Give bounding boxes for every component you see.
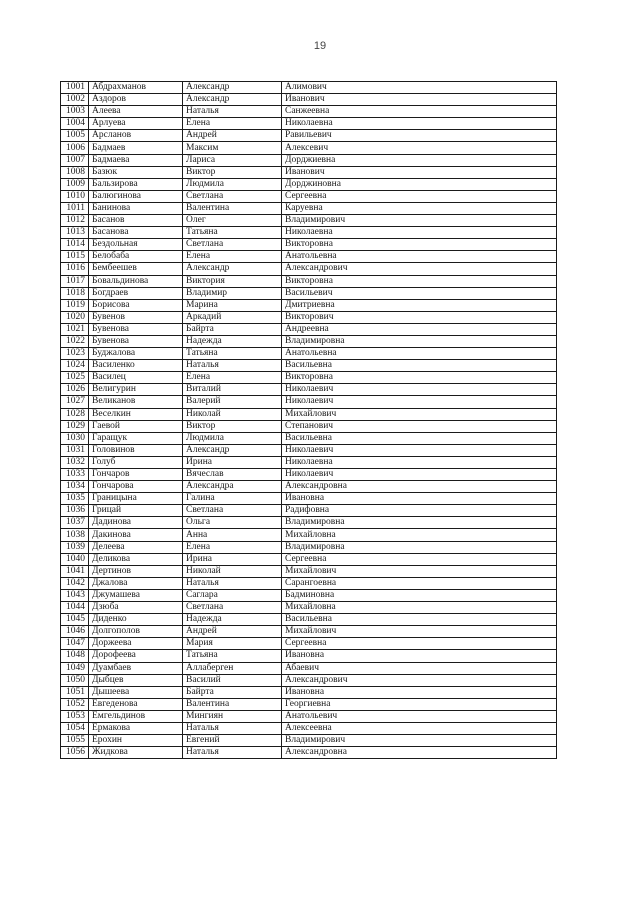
patronymic-cell: Викторович	[282, 311, 557, 323]
row-number: 1035	[61, 493, 89, 505]
table-row	[61, 154, 557, 166]
first-name-cell: Надежда	[183, 335, 282, 347]
first-name-cell: Наталья	[183, 747, 282, 759]
row-number: 1022	[61, 335, 89, 347]
surname-cell: Евгеденова	[89, 698, 183, 710]
first-name-cell: Александр	[183, 263, 282, 275]
patronymic-cell: Дмитриевна	[282, 299, 557, 311]
patronymic-cell: Викторовна	[282, 239, 557, 251]
table-row	[61, 493, 557, 505]
row-number: 1002	[61, 94, 89, 106]
surname-cell: Бальзирова	[89, 178, 183, 190]
table-row	[61, 190, 557, 202]
first-name-cell: Александр	[183, 444, 282, 456]
patronymic-cell: Владимирович	[282, 735, 557, 747]
patronymic-cell: Дорджиевна	[282, 154, 557, 166]
row-number: 1047	[61, 638, 89, 650]
patronymic-cell: Анатольевна	[282, 348, 557, 360]
table-row	[61, 735, 557, 747]
roster-table	[60, 81, 557, 759]
surname-cell: Грицай	[89, 505, 183, 517]
first-name-cell: Олег	[183, 215, 282, 227]
table-row	[61, 263, 557, 275]
surname-cell: Диденко	[89, 614, 183, 626]
surname-cell: Границына	[89, 493, 183, 505]
table-row	[61, 118, 557, 130]
table-row	[61, 396, 557, 408]
table-row	[61, 505, 557, 517]
row-number: 1039	[61, 541, 89, 553]
patronymic-cell: Васильевна	[282, 432, 557, 444]
patronymic-cell: Сергеевна	[282, 638, 557, 650]
patronymic-cell: Алимович	[282, 82, 557, 94]
table-row	[61, 348, 557, 360]
first-name-cell: Байрта	[183, 686, 282, 698]
first-name-cell: Валерий	[183, 396, 282, 408]
table-row	[61, 287, 557, 299]
first-name-cell: Мингиян	[183, 710, 282, 722]
surname-cell: Дадинова	[89, 517, 183, 529]
row-number: 1056	[61, 747, 89, 759]
table-row	[61, 420, 557, 432]
surname-cell: Алеева	[89, 106, 183, 118]
row-number: 1046	[61, 626, 89, 638]
patronymic-cell: Владимировна	[282, 541, 557, 553]
surname-cell: Гончаров	[89, 469, 183, 481]
table-row	[61, 275, 557, 287]
row-number: 1011	[61, 202, 89, 214]
table-row	[61, 239, 557, 251]
patronymic-cell: Николаевич	[282, 469, 557, 481]
row-number: 1019	[61, 299, 89, 311]
patronymic-cell: Ивановна	[282, 650, 557, 662]
row-number: 1023	[61, 348, 89, 360]
first-name-cell: Василий	[183, 674, 282, 686]
first-name-cell: Валентина	[183, 698, 282, 710]
row-number: 1031	[61, 444, 89, 456]
row-number: 1025	[61, 372, 89, 384]
first-name-cell: Байрта	[183, 323, 282, 335]
patronymic-cell: Васильевич	[282, 287, 557, 299]
patronymic-cell: Николаевич	[282, 384, 557, 396]
patronymic-cell: Абаевич	[282, 662, 557, 674]
surname-cell: Бувенова	[89, 323, 183, 335]
patronymic-cell: Михайловна	[282, 602, 557, 614]
row-number: 1016	[61, 263, 89, 275]
row-number: 1036	[61, 505, 89, 517]
table-row	[61, 372, 557, 384]
surname-cell: Дорофеева	[89, 650, 183, 662]
table-row	[61, 251, 557, 263]
surname-cell: Ермакова	[89, 722, 183, 734]
patronymic-cell: Владимировна	[282, 517, 557, 529]
patronymic-cell: Сергеевна	[282, 553, 557, 565]
surname-cell: Долгополов	[89, 626, 183, 638]
row-number: 1055	[61, 735, 89, 747]
patronymic-cell: Санжеевна	[282, 106, 557, 118]
surname-cell: Делеева	[89, 541, 183, 553]
row-number: 1005	[61, 130, 89, 142]
table-row	[61, 662, 557, 674]
surname-cell: Велигурин	[89, 384, 183, 396]
row-number: 1027	[61, 396, 89, 408]
surname-cell: Бездольная	[89, 239, 183, 251]
surname-cell: Базюк	[89, 166, 183, 178]
row-number: 1042	[61, 577, 89, 589]
first-name-cell: Анна	[183, 529, 282, 541]
row-number: 1013	[61, 227, 89, 239]
surname-cell: Богдраев	[89, 287, 183, 299]
row-number: 1003	[61, 106, 89, 118]
table-row	[61, 626, 557, 638]
first-name-cell: Николай	[183, 408, 282, 420]
table-row	[61, 106, 557, 118]
table-row	[61, 577, 557, 589]
surname-cell: Джумашева	[89, 589, 183, 601]
first-name-cell: Елена	[183, 118, 282, 130]
first-name-cell: Светлана	[183, 190, 282, 202]
table-row	[61, 94, 557, 106]
first-name-cell: Наталья	[183, 360, 282, 372]
first-name-cell: Андрей	[183, 130, 282, 142]
first-name-cell: Светлана	[183, 505, 282, 517]
surname-cell: Бувенов	[89, 311, 183, 323]
surname-cell: Ерохин	[89, 735, 183, 747]
table-row	[61, 130, 557, 142]
table-row	[61, 432, 557, 444]
table-row	[61, 710, 557, 722]
first-name-cell: Андрей	[183, 626, 282, 638]
first-name-cell: Владимир	[183, 287, 282, 299]
table-row	[61, 638, 557, 650]
table-row	[61, 384, 557, 396]
row-number: 1033	[61, 469, 89, 481]
first-name-cell: Наталья	[183, 722, 282, 734]
patronymic-cell: Анатольевна	[282, 251, 557, 263]
row-number: 1021	[61, 323, 89, 335]
row-number: 1014	[61, 239, 89, 251]
row-number: 1026	[61, 384, 89, 396]
surname-cell: Джалова	[89, 577, 183, 589]
first-name-cell: Татьяна	[183, 348, 282, 360]
first-name-cell: Людмила	[183, 178, 282, 190]
row-number: 1012	[61, 215, 89, 227]
patronymic-cell: Александровна	[282, 747, 557, 759]
first-name-cell: Максим	[183, 142, 282, 154]
patronymic-cell: Викторовна	[282, 275, 557, 287]
surname-cell: Бадмаев	[89, 142, 183, 154]
row-number: 1044	[61, 602, 89, 614]
row-number: 1007	[61, 154, 89, 166]
first-name-cell: Саглара	[183, 589, 282, 601]
first-name-cell: Елена	[183, 541, 282, 553]
surname-cell: Аздоров	[89, 94, 183, 106]
table-row	[61, 481, 557, 493]
surname-cell: Арсланов	[89, 130, 183, 142]
first-name-cell: Александр	[183, 82, 282, 94]
patronymic-cell: Михайловна	[282, 529, 557, 541]
first-name-cell: Ольга	[183, 517, 282, 529]
row-number: 1041	[61, 565, 89, 577]
row-number: 1015	[61, 251, 89, 263]
first-name-cell: Светлана	[183, 602, 282, 614]
row-number: 1001	[61, 82, 89, 94]
patronymic-cell: Андреевна	[282, 323, 557, 335]
row-number: 1018	[61, 287, 89, 299]
patronymic-cell: Ивановна	[282, 493, 557, 505]
first-name-cell: Татьяна	[183, 650, 282, 662]
patronymic-cell: Равильевич	[282, 130, 557, 142]
surname-cell: Басанов	[89, 215, 183, 227]
surname-cell: Жидкова	[89, 747, 183, 759]
row-number: 1038	[61, 529, 89, 541]
surname-cell: Деликова	[89, 553, 183, 565]
patronymic-cell: Александровна	[282, 481, 557, 493]
surname-cell: Белобаба	[89, 251, 183, 263]
patronymic-cell: Александрович	[282, 263, 557, 275]
patronymic-cell: Владимирович	[282, 215, 557, 227]
patronymic-cell: Михайлович	[282, 565, 557, 577]
patronymic-cell: Николаевич	[282, 396, 557, 408]
patronymic-cell: Михайлович	[282, 626, 557, 638]
first-name-cell: Виктория	[183, 275, 282, 287]
first-name-cell: Виктор	[183, 166, 282, 178]
surname-cell: Банинова	[89, 202, 183, 214]
table-row	[61, 202, 557, 214]
patronymic-cell: Георгиевна	[282, 698, 557, 710]
row-number: 1054	[61, 722, 89, 734]
table-row	[61, 444, 557, 456]
surname-cell: Дертинов	[89, 565, 183, 577]
first-name-cell: Лариса	[183, 154, 282, 166]
table-row	[61, 565, 557, 577]
surname-cell: Балюгинова	[89, 190, 183, 202]
surname-cell: Басанова	[89, 227, 183, 239]
first-name-cell: Аллаберген	[183, 662, 282, 674]
row-number: 1048	[61, 650, 89, 662]
table-row	[61, 614, 557, 626]
patronymic-cell: Ивановна	[282, 686, 557, 698]
first-name-cell: Александр	[183, 94, 282, 106]
surname-cell: Борисова	[89, 299, 183, 311]
row-number: 1030	[61, 432, 89, 444]
surname-cell: Абдрахманов	[89, 82, 183, 94]
surname-cell: Дышеева	[89, 686, 183, 698]
surname-cell: Бовальдинова	[89, 275, 183, 287]
patronymic-cell: Бадминовна	[282, 589, 557, 601]
first-name-cell: Виктор	[183, 420, 282, 432]
first-name-cell: Надежда	[183, 614, 282, 626]
row-number: 1051	[61, 686, 89, 698]
patronymic-cell: Степанович	[282, 420, 557, 432]
surname-cell: Дуамбаев	[89, 662, 183, 674]
surname-cell: Василец	[89, 372, 183, 384]
surname-cell: Емгельдинов	[89, 710, 183, 722]
first-name-cell: Мария	[183, 638, 282, 650]
table-row	[61, 529, 557, 541]
table-row	[61, 553, 557, 565]
patronymic-cell: Радифовна	[282, 505, 557, 517]
row-number: 1032	[61, 456, 89, 468]
table-row	[61, 541, 557, 553]
patronymic-cell: Анатольевич	[282, 710, 557, 722]
first-name-cell: Аркадий	[183, 311, 282, 323]
row-number: 1024	[61, 360, 89, 372]
first-name-cell: Галина	[183, 493, 282, 505]
table-row	[61, 602, 557, 614]
table-row	[61, 335, 557, 347]
first-name-cell: Наталья	[183, 577, 282, 589]
first-name-cell: Вячеслав	[183, 469, 282, 481]
table-row	[61, 589, 557, 601]
patronymic-cell: Иванович	[282, 166, 557, 178]
patronymic-cell: Алексеевна	[282, 722, 557, 734]
row-number: 1043	[61, 589, 89, 601]
surname-cell: Гончарова	[89, 481, 183, 493]
surname-cell: Арлуева	[89, 118, 183, 130]
table-row	[61, 299, 557, 311]
patronymic-cell: Александрович	[282, 674, 557, 686]
table-row	[61, 722, 557, 734]
surname-cell: Дакинова	[89, 529, 183, 541]
table-row	[61, 311, 557, 323]
table-row	[61, 178, 557, 190]
row-number: 1006	[61, 142, 89, 154]
page-number: 19	[313, 40, 327, 52]
row-number: 1053	[61, 710, 89, 722]
table-row	[61, 698, 557, 710]
first-name-cell: Валентина	[183, 202, 282, 214]
table-row	[61, 517, 557, 529]
surname-cell: Гаращук	[89, 432, 183, 444]
table-row	[61, 686, 557, 698]
surname-cell: Бадмаева	[89, 154, 183, 166]
row-number: 1017	[61, 275, 89, 287]
patronymic-cell: Сергеевна	[282, 190, 557, 202]
row-number: 1050	[61, 674, 89, 686]
table-row	[61, 166, 557, 178]
first-name-cell: Александра	[183, 481, 282, 493]
patronymic-cell: Васильевна	[282, 360, 557, 372]
surname-cell: Великанов	[89, 396, 183, 408]
surname-cell: Бувенова	[89, 335, 183, 347]
row-number: 1052	[61, 698, 89, 710]
surname-cell: Веселкин	[89, 408, 183, 420]
first-name-cell: Евгений	[183, 735, 282, 747]
first-name-cell: Людмила	[183, 432, 282, 444]
patronymic-cell: Васильевна	[282, 614, 557, 626]
first-name-cell: Елена	[183, 251, 282, 263]
table-row	[61, 142, 557, 154]
first-name-cell: Татьяна	[183, 227, 282, 239]
row-number: 1028	[61, 408, 89, 420]
patronymic-cell: Алексевич	[282, 142, 557, 154]
table-row	[61, 456, 557, 468]
first-name-cell: Николай	[183, 565, 282, 577]
surname-cell: Доржеева	[89, 638, 183, 650]
first-name-cell: Виталий	[183, 384, 282, 396]
patronymic-cell: Викторовна	[282, 372, 557, 384]
patronymic-cell: Владимировна	[282, 335, 557, 347]
surname-cell: Василенко	[89, 360, 183, 372]
row-number: 1009	[61, 178, 89, 190]
surname-cell: Голуб	[89, 456, 183, 468]
row-number: 1037	[61, 517, 89, 529]
surname-cell: Головинов	[89, 444, 183, 456]
surname-cell: Буджалова	[89, 348, 183, 360]
table-row	[61, 747, 557, 759]
row-number: 1045	[61, 614, 89, 626]
first-name-cell: Ирина	[183, 553, 282, 565]
patronymic-cell: Дорджиновна	[282, 178, 557, 190]
surname-cell: Бембеешев	[89, 263, 183, 275]
patronymic-cell: Николаевна	[282, 456, 557, 468]
table-row	[61, 82, 557, 94]
table-row	[61, 674, 557, 686]
table-row	[61, 469, 557, 481]
table-row	[61, 227, 557, 239]
surname-cell: Гаевой	[89, 420, 183, 432]
row-number: 1049	[61, 662, 89, 674]
patronymic-cell: Каруевна	[282, 202, 557, 214]
first-name-cell: Светлана	[183, 239, 282, 251]
row-number: 1029	[61, 420, 89, 432]
table-row	[61, 215, 557, 227]
first-name-cell: Елена	[183, 372, 282, 384]
table-row	[61, 650, 557, 662]
patronymic-cell: Николаевна	[282, 118, 557, 130]
patronymic-cell: Иванович	[282, 94, 557, 106]
row-number: 1008	[61, 166, 89, 178]
table-row	[61, 323, 557, 335]
surname-cell: Дзюба	[89, 602, 183, 614]
table-row	[61, 408, 557, 420]
row-number: 1034	[61, 481, 89, 493]
row-number: 1040	[61, 553, 89, 565]
row-number: 1010	[61, 190, 89, 202]
table-row	[61, 360, 557, 372]
patronymic-cell: Николаевич	[282, 444, 557, 456]
row-number: 1020	[61, 311, 89, 323]
roster-table-body	[61, 82, 557, 759]
patronymic-cell: Михайлович	[282, 408, 557, 420]
first-name-cell: Марина	[183, 299, 282, 311]
row-number: 1004	[61, 118, 89, 130]
patronymic-cell: Николаевна	[282, 227, 557, 239]
patronymic-cell: Сарангоевна	[282, 577, 557, 589]
first-name-cell: Наталья	[183, 106, 282, 118]
surname-cell: Дыбцев	[89, 674, 183, 686]
first-name-cell: Ирина	[183, 456, 282, 468]
